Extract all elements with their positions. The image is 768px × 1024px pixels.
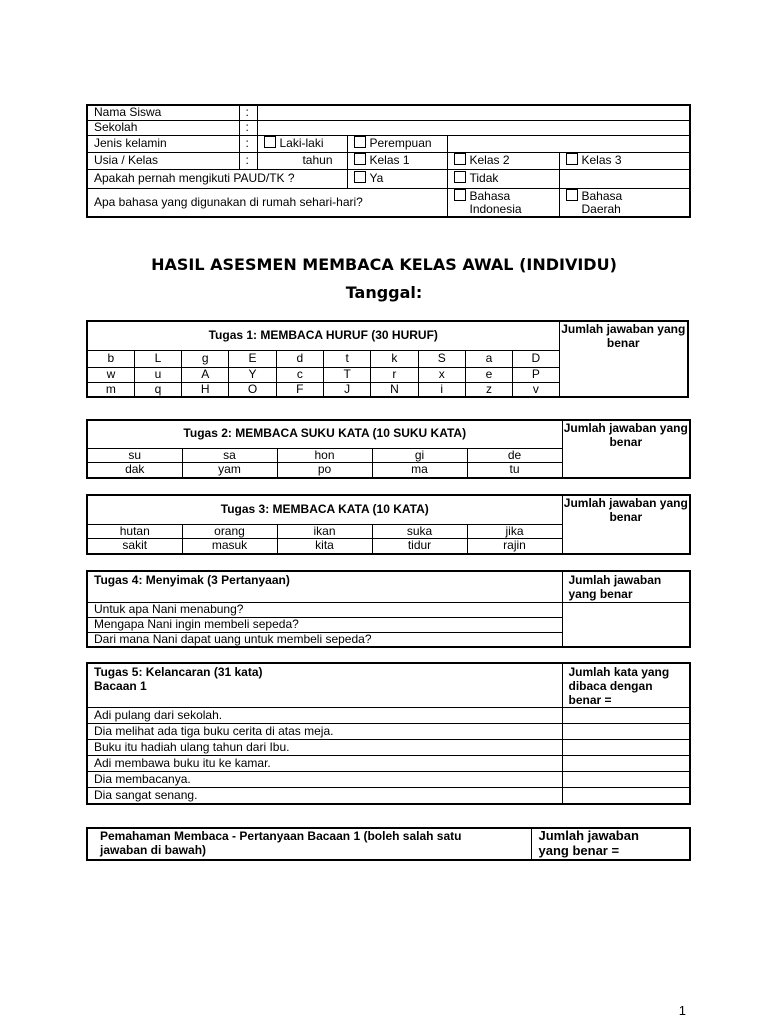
option-label: Bahasa (581, 188, 623, 203)
option-kelas-2[interactable] (447, 152, 559, 169)
task1-cell[interactable]: w (87, 367, 134, 382)
task5-header (87, 663, 562, 708)
option-bahasa-daerah[interactable] (559, 188, 690, 217)
task5-count-cell[interactable] (562, 708, 690, 724)
sekolah-field[interactable] (257, 120, 690, 135)
checkbox-icon[interactable] (566, 153, 578, 165)
tahun-label: tahun (302, 152, 333, 167)
nama-siswa-field[interactable] (257, 105, 690, 120)
task2-cell[interactable]: ma (372, 463, 467, 478)
jumlah-label: Jumlah jawaban yang benar (563, 421, 688, 449)
task2-cell[interactable]: yam (182, 463, 277, 478)
task1-cell[interactable]: z (465, 382, 512, 397)
task4-question: Untuk apa Nani menabung? (87, 602, 562, 617)
empty-cell (559, 169, 690, 188)
task1-cell[interactable]: c (276, 367, 323, 382)
label-nama-siswa: Nama Siswa (87, 105, 239, 120)
option-kelas-1[interactable] (347, 152, 447, 169)
task1-title: Tugas 1: MEMBACA HURUF (30 HURUF) (87, 321, 559, 350)
jumlah-label: Jumlah jawaban yang benar (563, 496, 688, 524)
option-label: Kelas 2 (469, 153, 510, 168)
task5-jumlah-label: Jumlah kata yang dibaca dengan benar = (562, 663, 690, 708)
task1-cell[interactable]: b (87, 350, 134, 367)
task1-cell[interactable]: F (276, 382, 323, 397)
task3-cell[interactable]: orang (182, 524, 277, 539)
task1-cell[interactable]: L (134, 350, 181, 367)
task1-cell[interactable]: J (323, 382, 370, 397)
label-bahasa: Apa bahasa yang digunakan di rumah sehari-hari? (87, 188, 447, 217)
tanggal-label: Tanggal: (345, 283, 423, 302)
pemahaman-jumlah: Jumlah jawaban yang benar = (531, 828, 690, 860)
checkbox-icon[interactable] (354, 171, 366, 183)
colon: : (239, 105, 257, 120)
page-number: 1 (678, 1003, 686, 1018)
task3-cell[interactable]: tidur (372, 539, 467, 554)
task3-title: Tugas 3: MEMBACA KATA (10 KATA) (87, 495, 562, 524)
task2-cell[interactable]: hon (277, 448, 372, 463)
colon: : (239, 120, 257, 135)
task5-count-cell[interactable] (562, 724, 690, 740)
task2-title: Tugas 2: MEMBACA SUKU KATA (10 SUKU KATA) (87, 420, 562, 448)
task1-cell[interactable]: P (513, 367, 559, 382)
task2-cell[interactable]: gi (372, 448, 467, 463)
task5-count-cell[interactable] (562, 788, 690, 804)
task1-cell[interactable]: A (182, 367, 229, 382)
task4-question: Mengapa Nani ingin membeli sepeda? (87, 617, 562, 632)
option-label: Kelas 3 (581, 153, 622, 168)
task3-table (86, 494, 691, 555)
task5-count-cell[interactable] (562, 740, 690, 756)
task2-cell[interactable]: tu (467, 463, 562, 478)
label-paud: Apakah pernah mengikuti PAUD/TK ? (87, 169, 347, 188)
option-label: Daerah (581, 201, 621, 216)
checkbox-icon[interactable] (354, 153, 366, 165)
checkbox-icon[interactable] (566, 189, 578, 201)
task2-table (86, 419, 691, 479)
pemahaman-table (86, 827, 691, 861)
colon: : (239, 135, 257, 152)
task1-cell[interactable]: r (371, 367, 418, 382)
task3-cell[interactable]: hutan (87, 524, 182, 539)
task1-cell[interactable]: x (418, 367, 465, 382)
task4-table (86, 570, 691, 648)
task3-cell[interactable]: masuk (182, 539, 277, 554)
task3-jumlah[interactable] (562, 495, 690, 554)
option-label: Ya (369, 171, 384, 186)
page-title: HASIL ASESMEN MEMBACA KELAS AWAL (INDIVIDU) (151, 255, 617, 274)
colon: : (239, 152, 257, 169)
task5-subtitle: Bacaan 1 (94, 678, 147, 693)
task2-cell[interactable]: su (87, 448, 182, 463)
task1-cell[interactable]: d (276, 350, 323, 367)
task1-cell[interactable]: q (134, 382, 181, 397)
option-label: Kelas 1 (369, 153, 410, 168)
tahun-field[interactable] (257, 152, 347, 169)
task5-line: Dia melihat ada tiga buku cerita di atas meja. (87, 724, 562, 740)
task3-cell[interactable]: jika (467, 524, 562, 539)
option-kelas-3[interactable] (559, 152, 690, 169)
task2-cell[interactable]: de (467, 448, 562, 463)
task1-cell[interactable]: k (371, 350, 418, 367)
pemahaman-title: Pemahaman Membaca - Pertanyaan Bacaan 1 (boleh salah satu jawaban di bawah) (87, 828, 531, 860)
task4-title: Tugas 4: Menyimak (3 Pertanyaan) (87, 571, 562, 602)
task2-cell[interactable]: dak (87, 463, 182, 478)
task5-title: Tugas 5: Kelancaran (31 kata) (94, 665, 263, 679)
task1-cell[interactable]: D (513, 350, 559, 367)
option-tidak[interactable] (447, 169, 559, 188)
task3-cell[interactable]: sakit (87, 539, 182, 554)
option-label: Perempuan (369, 136, 432, 151)
task1-cell[interactable]: v (513, 382, 559, 397)
task1-cell[interactable]: t (323, 350, 370, 367)
option-label: Tidak (469, 171, 499, 186)
task4-answer-cell[interactable] (562, 602, 690, 647)
task1-table (86, 320, 689, 398)
task1-cell[interactable]: T (323, 367, 370, 382)
task3-cell[interactable]: rajin (467, 539, 562, 554)
jumlah-label: Jumlah jawaban yang benar (561, 322, 686, 350)
option-perempuan[interactable] (347, 135, 447, 152)
task5-line: Dia membacanya. (87, 772, 562, 788)
task1-cell[interactable]: e (465, 367, 512, 382)
task1-cell[interactable]: H (182, 382, 229, 397)
task5-count-cell[interactable] (562, 772, 690, 788)
task1-cell[interactable]: O (229, 382, 276, 397)
option-label: Indonesia (469, 201, 522, 216)
checkbox-icon[interactable] (454, 171, 466, 183)
option-bahasa-indonesia[interactable] (447, 188, 559, 217)
identity-table (86, 104, 691, 218)
task5-count-cell[interactable] (562, 756, 690, 772)
checkbox-icon[interactable] (264, 136, 276, 148)
task2-cell[interactable]: sa (182, 448, 277, 463)
task1-cell[interactable]: u (134, 367, 181, 382)
task4-jumlah-label: Jumlah jawaban yang benar (562, 571, 690, 602)
task1-cell[interactable]: Y (229, 367, 276, 382)
task3-cell[interactable]: kita (277, 539, 372, 554)
checkbox-icon[interactable] (354, 136, 366, 148)
task3-cell[interactable]: suka (372, 524, 467, 539)
task1-cell[interactable]: a (465, 350, 512, 367)
label-jenis-kelamin: Jenis kelamin (87, 135, 239, 152)
option-label: Laki-laki (279, 136, 324, 151)
task4-question: Dari mana Nani dapat uang untuk membeli sepeda? (87, 632, 562, 647)
task5-table (86, 662, 691, 805)
empty-cell (447, 135, 690, 152)
task1-cell[interactable]: E (229, 350, 276, 367)
task1-cell[interactable]: m (87, 382, 134, 397)
task5-line: Adi pulang dari sekolah. (87, 708, 562, 724)
task5-line: Buku itu hadiah ulang tahun dari Ibu. (87, 740, 562, 756)
task5-line: Dia sangat senang. (87, 788, 562, 804)
option-label: Bahasa (469, 188, 511, 203)
option-laki-laki[interactable] (257, 135, 347, 152)
label-sekolah: Sekolah (87, 120, 239, 135)
task1-cell[interactable]: i (418, 382, 465, 397)
task1-jumlah[interactable] (559, 321, 688, 397)
task1-cell[interactable]: g (182, 350, 229, 367)
task3-cell[interactable]: ikan (277, 524, 372, 539)
checkbox-icon[interactable] (454, 153, 466, 165)
task2-cell[interactable]: po (277, 463, 372, 478)
task1-cell[interactable]: N (371, 382, 418, 397)
label-usia-kelas: Usia / Kelas (87, 152, 239, 169)
checkbox-icon[interactable] (454, 189, 466, 201)
task1-cell[interactable]: S (418, 350, 465, 367)
task2-jumlah[interactable] (562, 420, 690, 478)
task5-line: Adi membawa buku itu ke kamar. (87, 756, 562, 772)
option-ya[interactable] (347, 169, 447, 188)
